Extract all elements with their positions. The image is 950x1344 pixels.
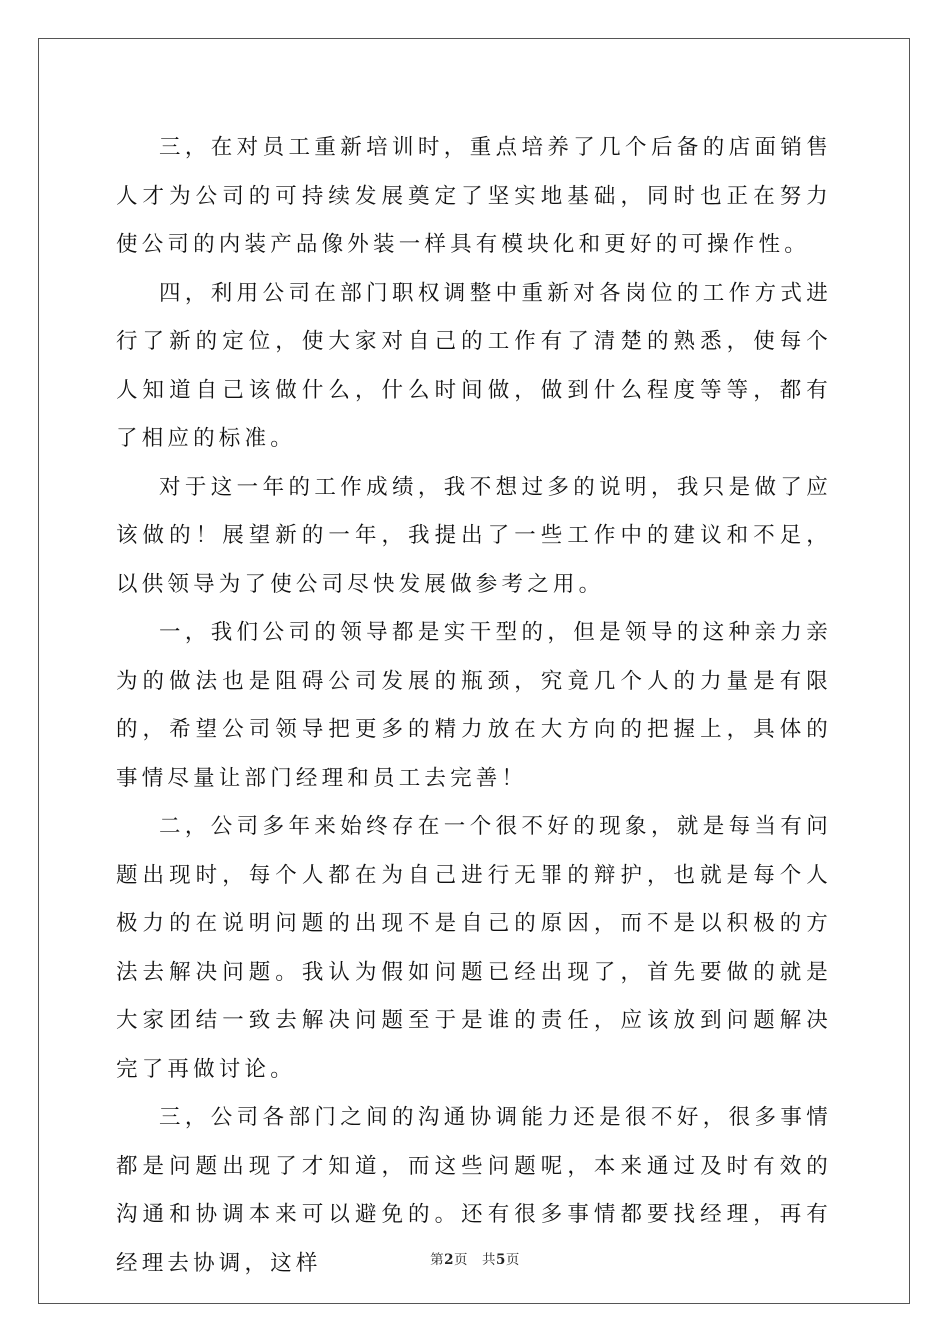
footer-total-prefix: 共 [482,1252,496,1268]
footer-page-total: 5 [496,1252,506,1268]
footer-total-unit: 页 [505,1252,520,1268]
footer-page-prefix: 第 [430,1252,445,1268]
page-footer [0,1248,950,1268]
paragraph-4: 一，我们公司的领导都是实干型的，但是领导的这种亲力亲为的做法也是阻碍公司发展的瓶颈，究竟几个人的力量是有限的，希望公司领导把更多的精力放在大方向的把握上，具体的事情尽量让部门经理和员工去完善！ [116,620,832,791]
paragraph-6: 三，公司各部门之间的沟通协调能力还是很不好，很多事情都是问题出现了才知道，而这些问题呢，本来通过及时有效的沟通和协调本来可以避免的。还有很多事情都要找经理，再有经理去协调，这样 [116,1105,832,1276]
footer-page-current: 2 [444,1252,454,1268]
footer-page-unit: 页 [454,1252,468,1268]
document-body [116,124,832,1288]
paragraph-2: 四，利用公司在部门职权调整中重新对各岗位的工作方式进行了新的定位，使大家对自己的工作有了清楚的熟悉，使每个人知道自己该做什么，什么时间做，做到什么程度等等，都有了相应的标准。 [116,280,832,451]
paragraph-1: 三，在对员工重新培训时，重点培养了几个后备的店面销售人才为公司的可持续发展奠定了坚实地基础，同时也正在努力使公司的内装产品像外装一样具有模块化和更好的可操作性。 [116,135,832,257]
paragraph-3: 对于这一年的工作成绩，我不想过多的说明，我只是做了应该做的！展望新的一年，我提出了一些工作中的建议和不足，以供领导为了使公司尽快发展做参考之用。 [116,474,832,597]
paragraph-5: 二，公司多年来始终存在一个很不好的现象，就是每当有问题出现时，每个人都在为自己进行无罪的辩护，也就是每个人极力的在说明问题的出现不是自己的原因，而不是以积极的方法去解决问题。我认为假如问题已经出现了，首先要做的就是大家团结一致去解决问题至于是谁的责任，应该放到问题解决完了再做讨论。 [116,814,832,1082]
